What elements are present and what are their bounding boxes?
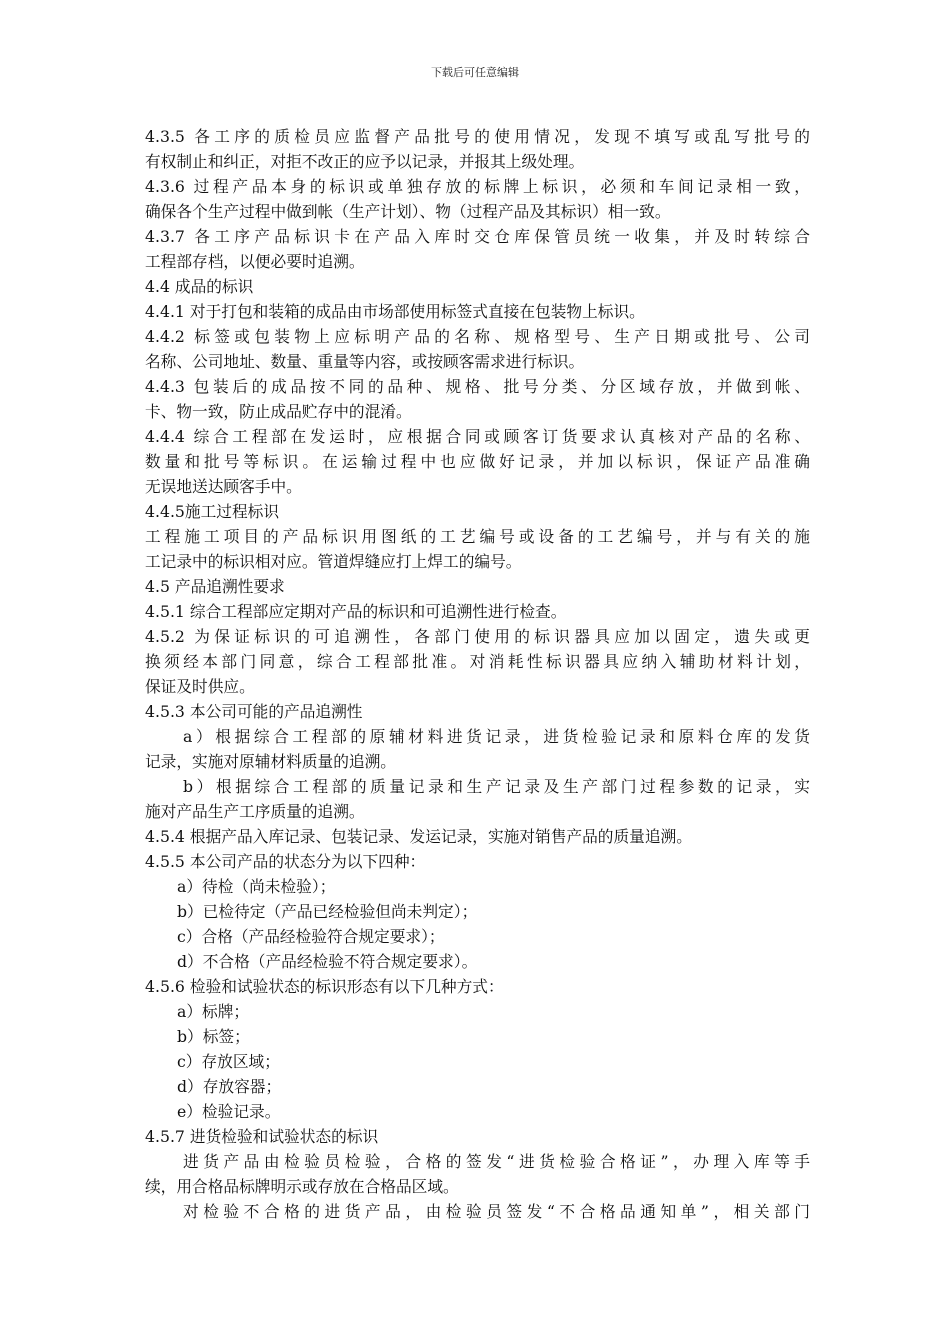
text-line: 工程施工项目的产品标识用图纸的工艺编号或设备的工艺编号，并与有关的施 bbox=[145, 527, 810, 546]
text-line: 4.5.7 进货检验和试验状态的标识 bbox=[145, 1127, 379, 1146]
text-line: b）已检待定（产品已经检验但尚未判定）； bbox=[177, 902, 478, 921]
text-line: 保证及时供应。 bbox=[145, 677, 255, 696]
text-line: 4.3.7 各工序产品标识卡在产品入库时交仓库保管员统一收集，并及时转综合 bbox=[145, 227, 810, 246]
text-line: 4.4.1 对于打包和装箱的成品由市场部使用标签式直接在包装物上标识。 bbox=[145, 302, 645, 321]
text-line: d）不合格（产品经检验不符合规定要求）。 bbox=[177, 952, 478, 971]
text-line: 记录，实施对原辅材料质量的追溯。 bbox=[145, 752, 396, 771]
text-line: a）待检（尚未检验）； bbox=[177, 877, 336, 896]
text-line: 4.5.6 检验和试验状态的标识形态有以下几种方式： bbox=[145, 977, 504, 996]
text-line: 4.3.6 过程产品本身的标识或单独存放的标牌上标识，必须和车间记录相一致， bbox=[145, 177, 810, 196]
text-line: 4.4 成品的标识 bbox=[145, 277, 254, 296]
text-line: 4.3.5 各工序的质检员应监督产品批号的使用情况，发现不填写或乱写批号的 bbox=[145, 127, 810, 146]
text-line: 名称、公司地址、数量、重量等内容，或按顾客需求进行标识。 bbox=[145, 352, 585, 371]
text-line: 4.4.4 综合工程部在发运时，应根据合同或顾客订货要求认真核对产品的名称、 bbox=[145, 427, 810, 446]
text-line: 换须经本部门同意，综合工程部批准。对消耗性标识器具应纳入辅助材料计划， bbox=[145, 652, 810, 671]
text-line: b）标签； bbox=[177, 1027, 250, 1046]
text-line: 施对产品生产工序质量的追溯。 bbox=[145, 802, 365, 821]
text-line: 4.5 产品追溯性要求 bbox=[145, 577, 285, 596]
text-line: d）存放容器； bbox=[177, 1077, 282, 1096]
text-line: 4.5.3 本公司可能的产品追溯性 bbox=[145, 702, 363, 721]
text-line: 4.5.5 本公司产品的状态分为以下四种： bbox=[145, 852, 426, 871]
text-line: 进货产品由检验员检验，合格的签发“进货检验合格证”，办理入库等手 bbox=[183, 1152, 810, 1171]
text-line: 工程部存档，以便必要时追溯。 bbox=[145, 252, 365, 271]
text-line: c）合格（产品经检验符合规定要求）； bbox=[177, 927, 445, 946]
text-line: 4.5.2 为保证标识的可追溯性，各部门使用的标识器具应加以固定，遗失或更 bbox=[145, 627, 810, 646]
text-line: 确保各个生产过程中做到帐（生产计划）、物（过程产品及其标识）相一致。 bbox=[145, 202, 671, 221]
text-line: 工记录中的标识相对应。管道焊缝应打上焊工的编号。 bbox=[145, 552, 522, 571]
text-line: 数量和批号等标识。在运输过程中也应做好记录，并加以标识，保证产品准确 bbox=[145, 452, 810, 471]
text-line: 4.4.5施工过程标识 bbox=[145, 502, 280, 521]
text-line: 4.5.1 综合工程部应定期对产品的标识和可追溯性进行检查。 bbox=[145, 602, 567, 621]
text-line: a）标牌； bbox=[177, 1002, 250, 1021]
text-line: a）根据综合工程部的原辅材料进货记录，进货检验记录和原料仓库的发货 bbox=[183, 727, 810, 746]
text-line: b）根据综合工程部的质量记录和生产记录及生产部门过程参数的记录，实 bbox=[183, 777, 810, 796]
text-line: 无误地送达顾客手中。 bbox=[145, 477, 302, 496]
text-line: 4.4.3 包装后的成品按不同的品种、规格、批号分类、分区域存放，并做到帐、 bbox=[145, 377, 810, 396]
text-line: 4.5.4 根据产品入库记录、包装记录、发运记录，实施对销售产品的质量追溯。 bbox=[145, 827, 692, 846]
text-line: 4.4.2 标签或包装物上应标明产品的名称、规格型号、生产日期或批号、公司 bbox=[145, 327, 810, 346]
text-line: 有权制止和纠正，对拒不改正的应予以记录，并报其上级处理。 bbox=[145, 152, 585, 171]
text-line: 续，用合格品标牌明示或存放在合格品区域。 bbox=[145, 1177, 459, 1196]
page-header: 下载后可任意编辑 bbox=[431, 66, 519, 79]
text-line: c）存放区域； bbox=[177, 1052, 280, 1071]
text-line: e）检验记录。 bbox=[177, 1102, 281, 1121]
document-body bbox=[145, 124, 810, 1224]
text-line: 对检验不合格的进货产品，由检验员签发“不合格品通知单”，相关部门 bbox=[183, 1202, 810, 1221]
text-line: 卡、物一致，防止成品贮存中的混淆。 bbox=[145, 402, 412, 421]
